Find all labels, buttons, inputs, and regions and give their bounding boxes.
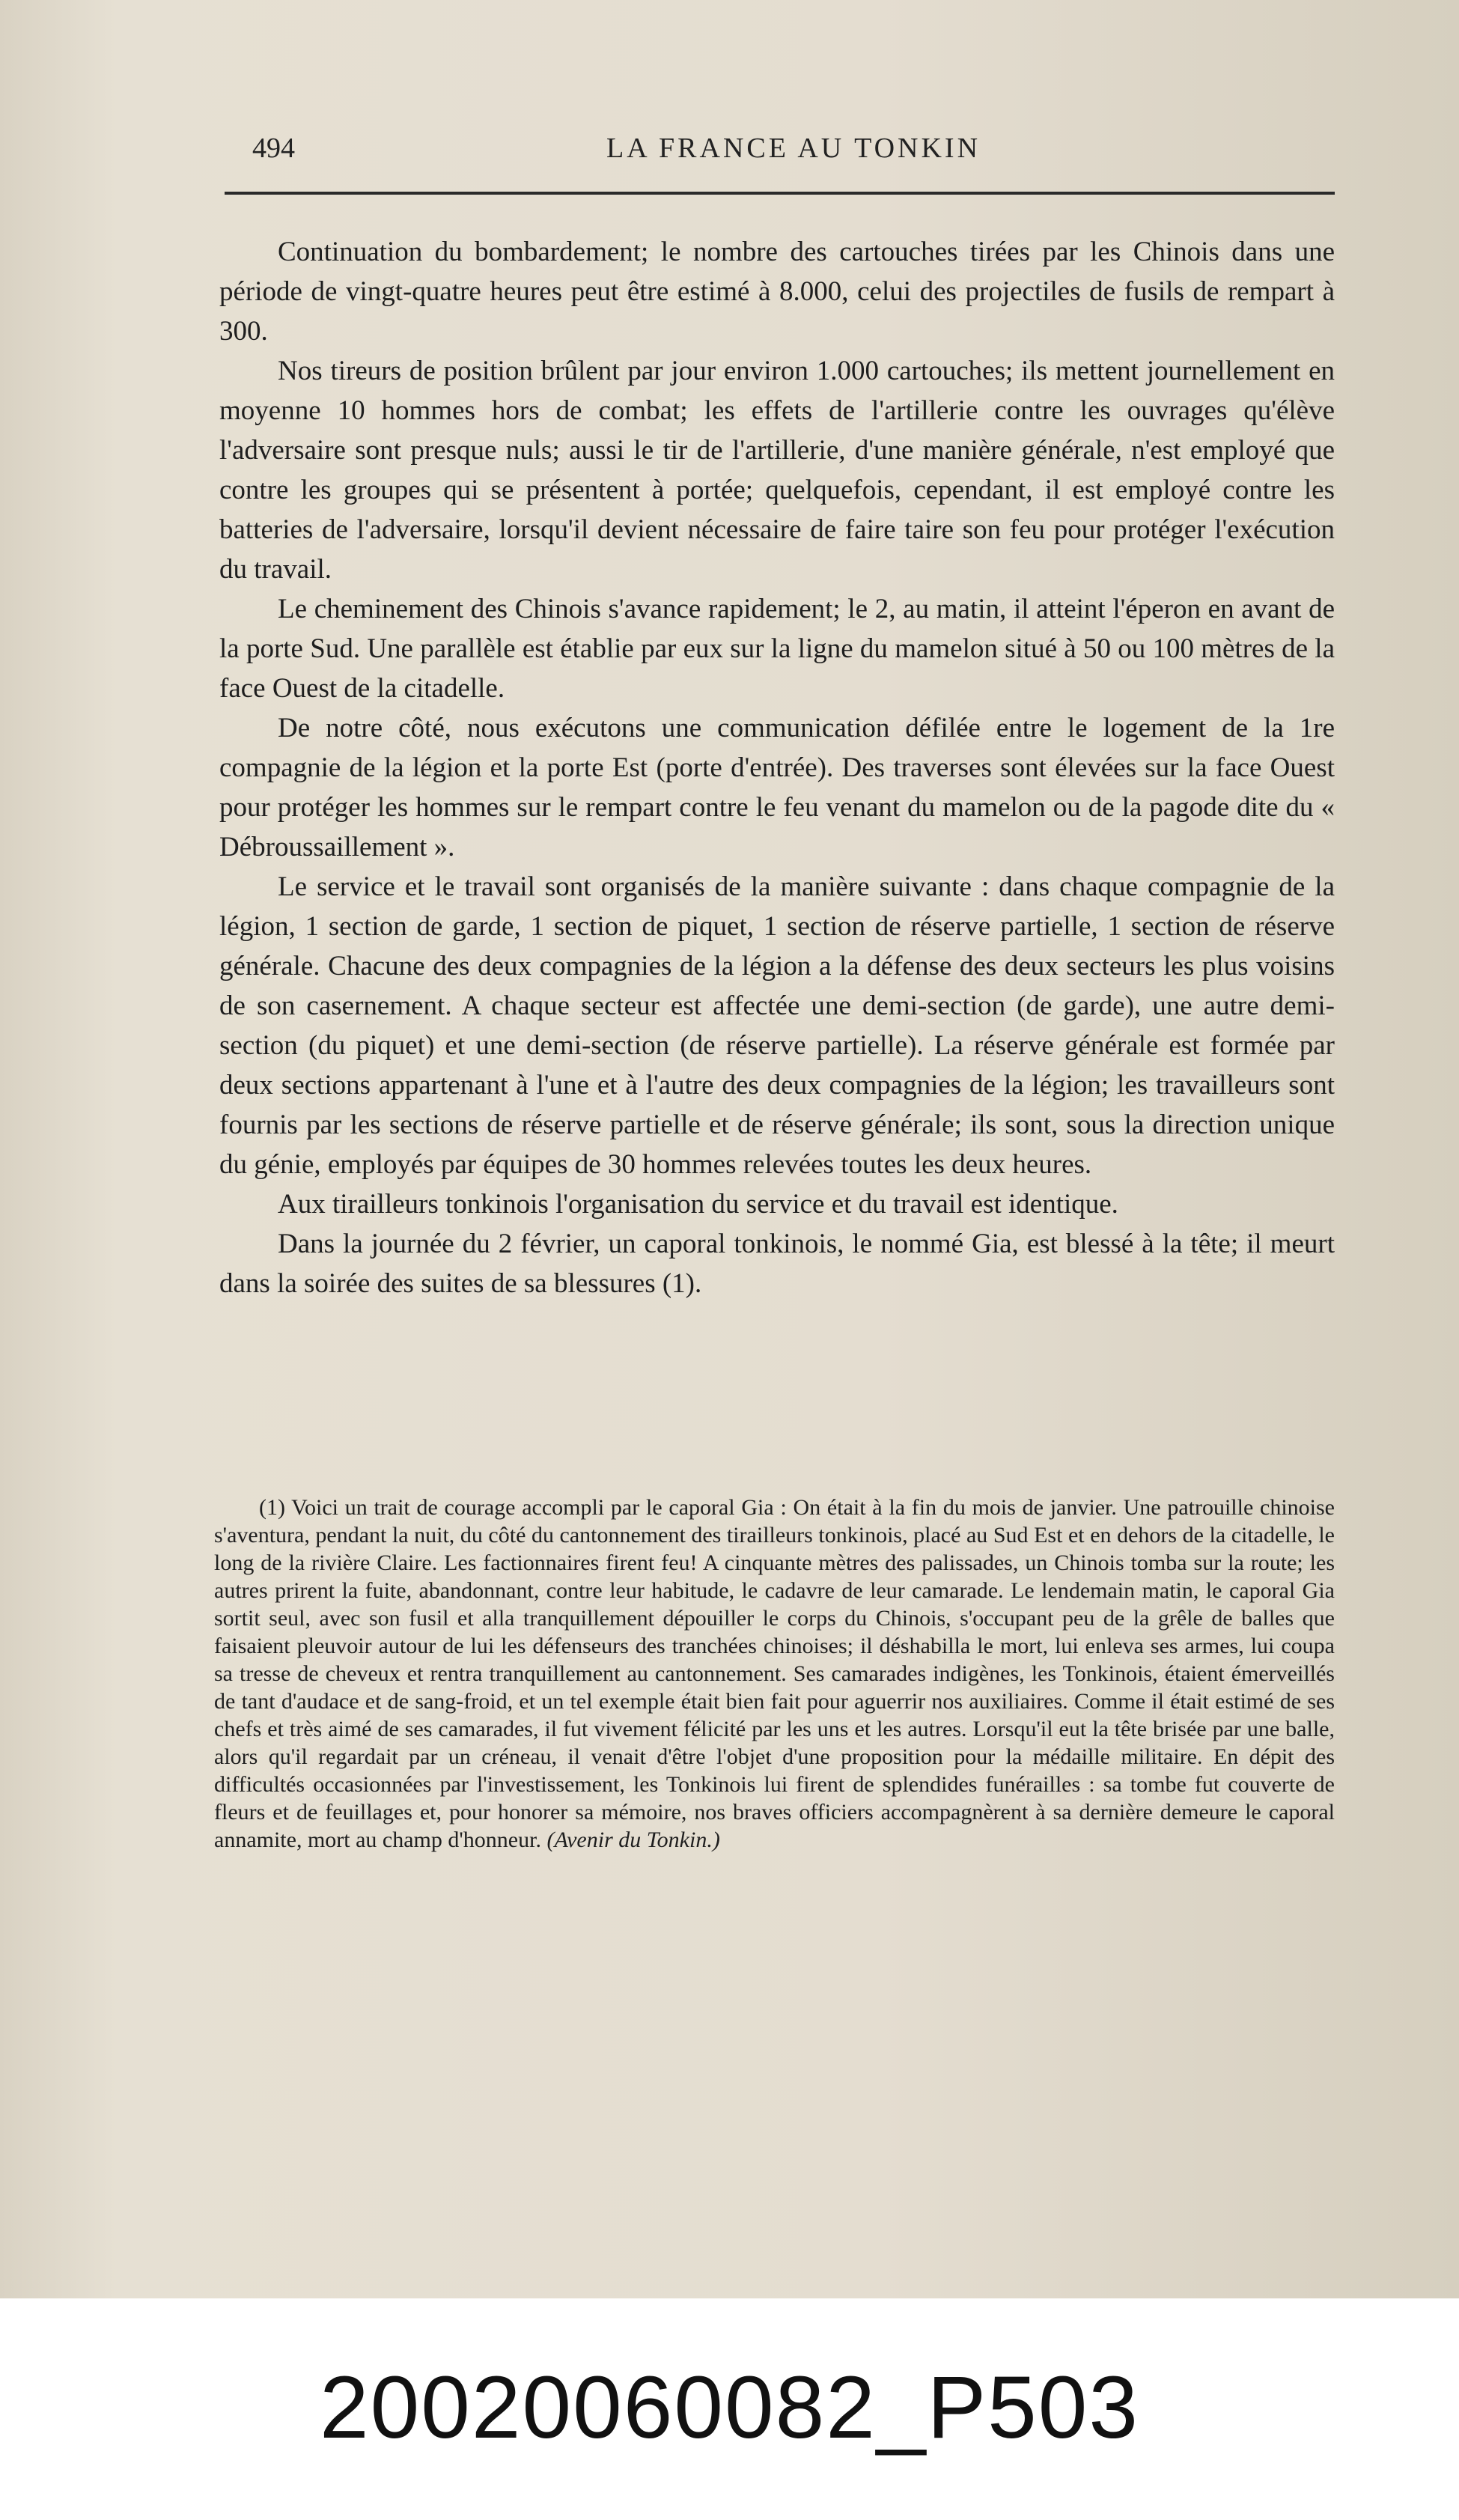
image-caption: 20020060082_P503	[319, 2358, 1140, 2457]
running-head	[252, 132, 1335, 177]
paragraph: Aux tirailleurs tonkinois l'organisation du service et du travail est identique.	[278, 1189, 1118, 1220]
footnote	[214, 1494, 1335, 1854]
header-rule	[225, 192, 1335, 195]
paragraph: Dans la journée du 2 février, un caporal tonkinois, le nommé Gia, est blessé à la tête; il meurt dans la soirée des suites de sa blessures (1).	[219, 1229, 1335, 1299]
paragraph: Nos tireurs de position brûlent par jour environ 1.000 cartouches; ils mettent journellement en moyenne 10 hommes hors de combat; les effets de l'artillerie contre les ouvrages qu'élève l'adversaire sont presque nuls; aussi le tir de l'artillerie, d'une manière générale, n'est employé que contre les groupes qui se présentent à portée; quelquefois, cependant, il est employé contre les batteries de l'adversaire, lorsqu'il devient nécessaire de faire taire son feu pour protéger l'exécution du travail.	[219, 356, 1335, 585]
footnote-body: (1) Voici un trait de courage accompli par le caporal Gia : On était à la fin du mois de janvier. Une patrouille chinoise s'aventura, pendant la nuit, du côté du cantonnement des tirailleurs tonkinois, placé au Sud Est et en dehors de la citadelle, le long de la rivière Claire. Les factionnaires firent feu! A cinquante mètres des palissades, un Chinois tomba sur la route; les autres prirent la fuite, abandonnant, contre leur habitude, le cadavre de leur camarade. Le lendemain matin, le caporal Gia sortit seul, avec son fusil et alla tranquillement dépouiller le corps du Chinois, s'occupant peu de la grêle de balles que faisaient pleuvoir autour de lui les défenseurs des tranchées chinoises; il déshabilla le mort, lui enleva ses armes, lui coupa sa tresse de cheveux et rentra tranquillement au cantonnement. Ses camarades indigènes, les Tonkinois, étaient émerveillés de tant d'audace et de sang-froid, et un tel exemple était bien fait pour aguerrir nos auxiliaires. Comme il était estimé de ses chefs et très aimé de ses camarades, il fut vivement félicité par les uns et les autres. Lorsqu'il eut la tête brisée par une balle, alors qu'il regardait par un créneau, il venait d'être l'objet d'une proposition pour la médaille militaire. En dépit des difficultés occasionnées par l'investissement, les Tonkinois lui firent de splendides funérailles : sa tombe fut couverte de fleurs et de feuillages et, pour honorer sa mémoire, nos braves officiers accompagnèrent à sa dernière demeure le caporal annamite, mort au champ d'honneur.	[214, 1495, 1335, 1852]
footnote-text	[214, 1494, 1335, 1854]
footnote-source: (Avenir du Tonkin.)	[546, 1827, 720, 1852]
running-title: LA FRANCE AU TONKIN	[606, 133, 981, 164]
paragraph: Continuation du bombardement; le nombre des cartouches tirées par les Chinois dans une période de vingt-quatre heures peut être estimé à 8.000, celui des projectiles de fusils de rempart à 300.	[219, 237, 1335, 347]
body-text	[219, 232, 1335, 1303]
paragraph: De notre côté, nous exécutons une communication défilée entre le logement de la 1re compagnie de la légion et la porte Est (porte d'entrée). Des traverses sont élevées sur la face Ouest pour protéger les hommes sur le rempart contre le feu venant du mamelon ou de la pagode dite du « Débroussaillement ».	[219, 713, 1335, 862]
paragraph: Le service et le travail sont organisés de la manière suivante : dans chaque compagnie de la légion, 1 section de garde, 1 section de piquet, 1 section de réserve partielle, 1 section de réserve générale. Chacune des deux compagnies de la légion a la défense des deux secteurs les plus voisins de son casernement. A chaque secteur est affectée une demi-section (de garde), une autre demi-section (du piquet) et une demi-section (de réserve partielle). La réserve générale est formée par deux sections appartenant à l'une et à l'autre des deux compagnies de la légion; les travailleurs sont fournis par les sections de réserve partielle et de réserve générale; ils sont, sous la direction unique du génie, employés par équipes de 30 hommes relevées toutes les deux heures.	[219, 871, 1335, 1180]
page-number: 494	[252, 133, 295, 164]
paragraph: Le cheminement des Chinois s'avance rapidement; le 2, au matin, il atteint l'éperon en avant de la porte Sud. Une parallèle est établie par eux sur la ligne du mamelon situé à 50 ou 100 mètres de la face Ouest de la citadelle.	[219, 594, 1335, 704]
